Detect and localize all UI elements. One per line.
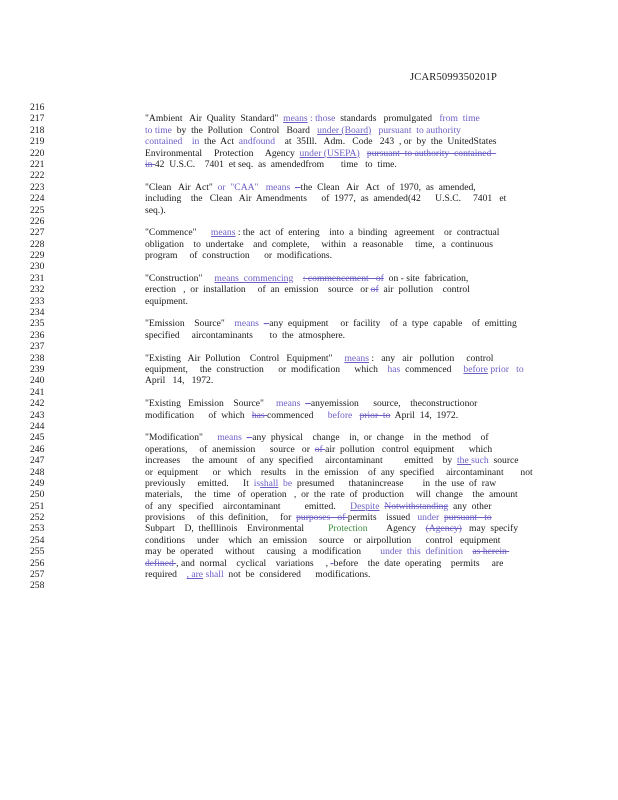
deleted-text: - bbox=[330, 557, 334, 569]
text-segment: April 14, 1972. bbox=[390, 409, 459, 421]
deleted-text: - bbox=[305, 398, 311, 410]
line-number: 243 bbox=[30, 409, 45, 421]
text-segment: erection , or installation of an emission source or bbox=[145, 284, 371, 296]
text-segment: before bbox=[327, 409, 353, 421]
text-line bbox=[145, 353, 541, 364]
line-number: 250 bbox=[30, 489, 45, 501]
line-number: 218 bbox=[30, 124, 45, 136]
deleted-text: pursuant to authority contained bbox=[366, 147, 497, 159]
deleted-text: has bbox=[251, 409, 268, 421]
line-number: 237 bbox=[30, 341, 45, 353]
text-segment: presumed thatanincrease in the use of raw bbox=[292, 477, 497, 489]
text-segment: may be operated without causing a modification bbox=[145, 546, 381, 558]
inserted-text: Despite bbox=[350, 500, 380, 512]
deleted-text: - bbox=[246, 432, 253, 444]
deleted-text: prior to bbox=[359, 409, 391, 421]
line-number: 224 bbox=[30, 193, 45, 205]
text-line bbox=[145, 410, 541, 421]
text-line bbox=[145, 261, 541, 272]
text-segment: andfound bbox=[238, 136, 276, 148]
line-number: 255 bbox=[30, 546, 45, 558]
line-number: 217 bbox=[30, 113, 45, 125]
text-line bbox=[145, 523, 541, 534]
text-segment: equipment, the construction or modification which bbox=[145, 363, 388, 375]
text-line bbox=[145, 318, 541, 329]
line-number: 221 bbox=[30, 158, 45, 170]
text-segment: Agency bbox=[367, 523, 426, 535]
text-line bbox=[145, 569, 541, 580]
text-segment: previously emitted. It bbox=[145, 477, 254, 489]
text-segment: is bbox=[253, 477, 261, 489]
text-segment: any other bbox=[448, 500, 492, 512]
text-segment: "Construction" bbox=[145, 272, 215, 284]
line-number: 219 bbox=[30, 136, 45, 148]
text-segment: April 14, 1972. bbox=[145, 375, 214, 387]
deleted-text: pursuant to bbox=[444, 512, 492, 524]
deleted-text: in bbox=[145, 158, 155, 170]
text-line bbox=[145, 250, 541, 261]
text-segment: may specify bbox=[461, 523, 519, 535]
line-number: 258 bbox=[30, 580, 45, 592]
text-line bbox=[145, 387, 541, 398]
line-number: 225 bbox=[30, 204, 45, 216]
line-number: 230 bbox=[30, 261, 45, 273]
text-line bbox=[145, 341, 541, 352]
line-number: 251 bbox=[30, 500, 45, 512]
text-segment: pursuant to authority bbox=[378, 124, 461, 136]
text-line bbox=[145, 239, 541, 250]
text-segment: : any air pollution control bbox=[368, 352, 494, 364]
text-segment: "Clean Air Act" bbox=[145, 181, 218, 193]
text-segment: to bbox=[516, 363, 524, 375]
text-segment: : bbox=[235, 227, 243, 239]
deleted-text: Notwithstanding bbox=[384, 500, 449, 512]
text-segment: be bbox=[283, 477, 293, 489]
text-segment: Environmental Protection Agency bbox=[145, 147, 300, 159]
deleted-text: purposes of bbox=[296, 512, 348, 524]
text-line bbox=[145, 136, 541, 147]
inserted-text: before bbox=[463, 363, 488, 375]
text-segment: Subpart D, theIllinois Environmental bbox=[145, 523, 329, 535]
line-number: 246 bbox=[30, 443, 45, 455]
inserted-text: , are bbox=[186, 569, 204, 581]
line-number: 226 bbox=[30, 215, 45, 227]
line-number: 249 bbox=[30, 477, 45, 489]
text-segment: commenced bbox=[400, 363, 464, 375]
text-segment: "Existing Air Pollution Control Equipment" bbox=[145, 352, 345, 364]
deleted-text: as herein bbox=[472, 546, 510, 558]
text-segment: to time bbox=[145, 124, 172, 136]
inserted-text: means bbox=[210, 227, 236, 239]
text-segment: increases the amount of any specified aircontaminant emitted by bbox=[145, 455, 457, 467]
document-code: JCAR5099350201P bbox=[410, 72, 498, 83]
text-segment: standards promulgated bbox=[335, 113, 440, 125]
line-number: 256 bbox=[30, 557, 45, 569]
text-segment: contained in bbox=[145, 136, 200, 148]
text-segment: program of construction or modifications. bbox=[145, 250, 333, 262]
line-number: 229 bbox=[30, 250, 45, 262]
text-line bbox=[145, 102, 541, 113]
text-line bbox=[145, 284, 541, 295]
text-segment: air pollution control bbox=[378, 284, 470, 296]
text-segment: prior bbox=[490, 363, 509, 375]
text-segment: provisions of this definition, for bbox=[145, 512, 297, 524]
text-line bbox=[145, 364, 541, 375]
text-segment: conditions under which an emission source or airpollution control equipment bbox=[145, 534, 501, 546]
text-segment: the Act bbox=[199, 136, 239, 148]
text-segment: at 35Ill. Adm. Code 243 , or by the UnitedStates bbox=[275, 136, 497, 148]
line-number: 235 bbox=[30, 318, 45, 330]
text-segment: anyemission source, theconstructionor bbox=[310, 398, 478, 410]
text-segment: under this definition bbox=[380, 546, 463, 558]
text-line bbox=[145, 159, 541, 170]
line-number-gutter bbox=[30, 102, 56, 592]
deleted-text: (Agency) bbox=[425, 523, 462, 535]
text-segment bbox=[293, 273, 303, 284]
text-line bbox=[145, 478, 541, 489]
text-segment: the Clean Air Act of 1970, as amended, bbox=[300, 181, 476, 193]
text-line bbox=[145, 432, 541, 443]
text-segment: not be considered modifications. bbox=[223, 569, 371, 581]
text-line bbox=[145, 455, 541, 466]
line-number: 242 bbox=[30, 398, 45, 410]
text-segment: from time bbox=[439, 113, 480, 125]
text-line bbox=[145, 398, 541, 409]
text-line bbox=[145, 421, 541, 432]
line-number: 240 bbox=[30, 375, 45, 387]
deleted-text: : commencement of bbox=[302, 272, 384, 284]
text-segment: the act of entering into a binding agreement or contractual bbox=[242, 227, 500, 239]
text-line bbox=[145, 307, 541, 318]
text-segment: any equipment or facility of a type capable of emitting bbox=[269, 318, 517, 330]
text-line bbox=[145, 375, 541, 386]
deleted-text: defined bbox=[145, 557, 177, 569]
deleted-text: of bbox=[370, 284, 379, 296]
text-segment bbox=[360, 148, 367, 159]
text-segment: , and normal cyclical variations , bbox=[176, 557, 331, 569]
line-number: 236 bbox=[30, 329, 45, 341]
text-line bbox=[145, 512, 541, 523]
line-number: 216 bbox=[30, 102, 45, 113]
text-segment: "Existing Emission Source" bbox=[145, 398, 276, 410]
text-segment: source bbox=[488, 455, 519, 467]
text-line bbox=[145, 330, 541, 341]
text-line bbox=[145, 501, 541, 512]
text-segment: such bbox=[471, 455, 489, 467]
text-segment: any physical change in, or change in the method of bbox=[252, 432, 489, 444]
line-number: 232 bbox=[30, 284, 45, 296]
deleted-text: - bbox=[295, 181, 301, 193]
text-segment: "Ambient Air Quality Standard" bbox=[145, 113, 284, 125]
text-line bbox=[145, 227, 541, 238]
line-number: 233 bbox=[30, 295, 45, 307]
text-line bbox=[145, 148, 541, 159]
text-segment: modification of which bbox=[145, 409, 252, 421]
text-line bbox=[145, 296, 541, 307]
line-number: 252 bbox=[30, 512, 45, 524]
text-line bbox=[145, 205, 541, 216]
line-number: 241 bbox=[30, 386, 45, 398]
line-number: 222 bbox=[30, 170, 45, 182]
text-segment: operations, of anemission source or bbox=[145, 443, 315, 455]
text-segment: : bbox=[307, 113, 316, 125]
text-line bbox=[145, 125, 541, 136]
text-line bbox=[145, 216, 541, 227]
text-line bbox=[145, 467, 541, 478]
text-segment: or equipment or which results in the emission of any specified aircontaminant not bbox=[145, 466, 533, 478]
line-number: 220 bbox=[30, 147, 45, 159]
inserted-text: the bbox=[456, 455, 472, 467]
line-number: 223 bbox=[30, 181, 45, 193]
inserted-text: shall bbox=[260, 477, 279, 489]
text-line bbox=[145, 580, 541, 591]
line-number: 234 bbox=[30, 307, 45, 319]
text-line bbox=[145, 182, 541, 193]
text-segment: "Modification" bbox=[145, 432, 218, 444]
inserted-text: under (Board) bbox=[317, 124, 372, 136]
deleted-text: - bbox=[263, 318, 270, 330]
inserted-text: means commencing bbox=[214, 272, 294, 284]
text-segment: specified aircontaminants to the atmosphere. bbox=[145, 329, 346, 341]
text-line bbox=[145, 193, 541, 204]
text-segment: means bbox=[265, 181, 291, 193]
regulation-text bbox=[145, 102, 541, 592]
text-segment: "Emission Source" bbox=[145, 318, 235, 330]
line-number: 239 bbox=[30, 363, 45, 375]
line-number: 228 bbox=[30, 238, 45, 250]
text-segment: on - site fabrication, bbox=[383, 272, 469, 284]
deleted-text: of bbox=[314, 443, 326, 455]
text-segment: those bbox=[315, 113, 336, 125]
line-number: 253 bbox=[30, 523, 45, 535]
text-segment: or "CAA" bbox=[217, 181, 259, 193]
text-segment: permits issued bbox=[347, 512, 418, 524]
line-number: 231 bbox=[30, 272, 45, 284]
line-number: 248 bbox=[30, 466, 45, 478]
line-number: 227 bbox=[30, 227, 45, 239]
text-segment: required bbox=[145, 569, 187, 581]
text-segment: Protection bbox=[328, 523, 368, 535]
text-segment: shall bbox=[205, 569, 224, 581]
text-segment: by the Pollution Control Board bbox=[171, 124, 318, 136]
text-segment bbox=[258, 182, 265, 193]
text-line bbox=[145, 535, 541, 546]
text-line bbox=[145, 444, 541, 455]
line-number: 257 bbox=[30, 569, 45, 581]
text-segment: means bbox=[217, 432, 242, 444]
text-segment: commenced bbox=[267, 409, 328, 421]
text-line bbox=[145, 170, 541, 181]
line-number: 254 bbox=[30, 534, 45, 546]
line-number: 244 bbox=[30, 420, 45, 432]
inserted-text: under (USEPA) bbox=[299, 147, 360, 159]
text-segment: materials, the time of operation , or the rate of production will change the amount bbox=[145, 489, 518, 501]
text-segment: has bbox=[387, 363, 401, 375]
inserted-text: means bbox=[283, 113, 308, 125]
text-segment: means bbox=[275, 398, 301, 410]
line-number: 245 bbox=[30, 432, 45, 444]
text-segment: seq.). bbox=[145, 204, 166, 216]
text-segment: 42 U.S.C. 7401 et seq. as amendedfrom time to time. bbox=[154, 158, 397, 170]
text-segment: means bbox=[234, 318, 259, 330]
line-number: 238 bbox=[30, 352, 45, 364]
text-segment: under bbox=[417, 512, 440, 524]
text-line bbox=[145, 489, 541, 500]
text-line bbox=[145, 558, 541, 569]
text-segment: equipment. bbox=[145, 295, 188, 307]
inserted-text: means bbox=[344, 352, 369, 364]
text-segment: of any specified aircontaminant emitted. bbox=[145, 500, 351, 512]
text-segment: obligation to undertake and complete, within a reasonable time, a continuous bbox=[145, 238, 493, 250]
text-line bbox=[145, 273, 541, 284]
text-line bbox=[145, 113, 541, 124]
text-segment: including the Clean Air Amendments of 1977, as amended(42 U.S.C. 7401 et bbox=[145, 193, 507, 205]
text-segment: air pollution control equipment which bbox=[325, 443, 493, 455]
text-segment: before the date operating permits are bbox=[333, 557, 504, 569]
text-segment: "Commence" bbox=[145, 227, 211, 239]
text-line bbox=[145, 546, 541, 557]
line-number: 247 bbox=[30, 455, 45, 467]
